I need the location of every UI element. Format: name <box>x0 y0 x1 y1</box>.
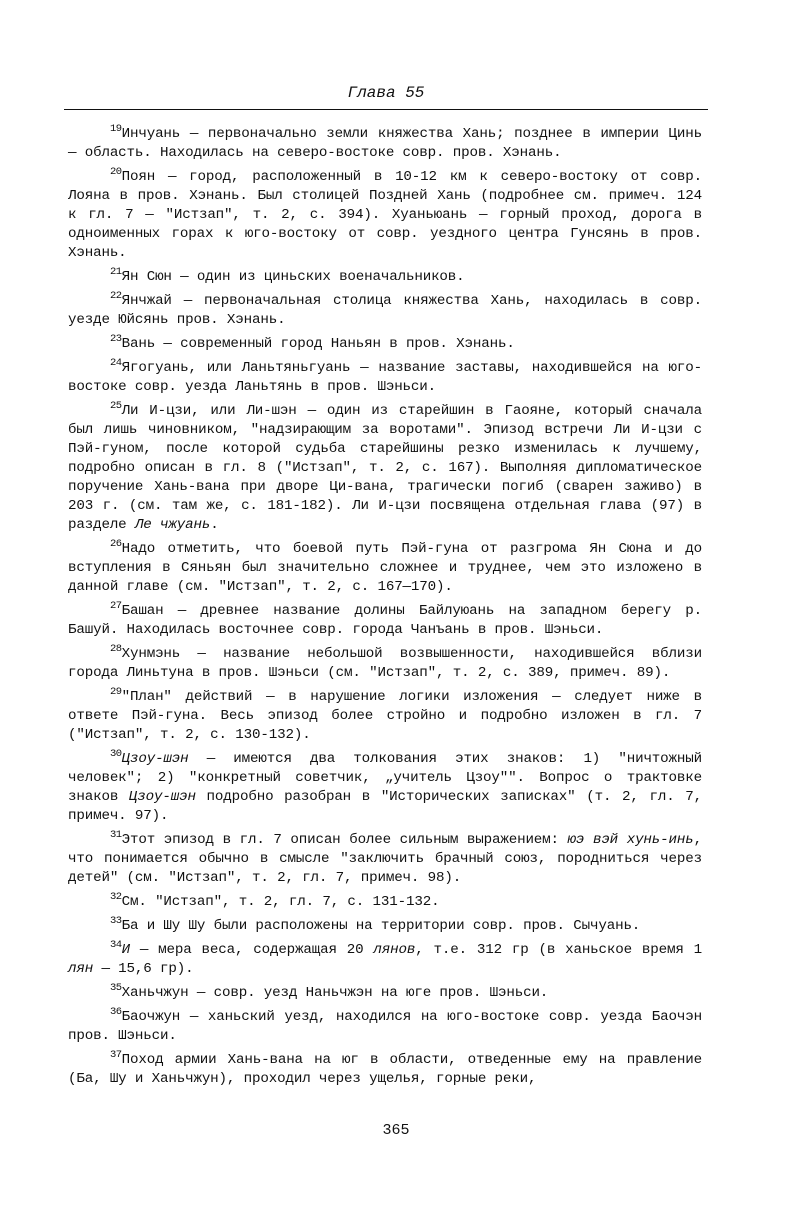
footnote-text: Вань — современный город Наньян в пров. Хэнань. <box>121 336 515 352</box>
footnote <box>68 640 702 683</box>
footnote-term: лян <box>68 961 94 977</box>
footnote-number: 28 <box>110 643 122 655</box>
footnote-number: 34 <box>110 939 122 951</box>
footnote-text: Ян Сюн — один из циньских военачальников. <box>121 269 465 285</box>
footnote-term: Цзоу-шэн <box>121 751 189 767</box>
footnote-term: Ле чжуань <box>134 517 211 533</box>
footnote-number: 35 <box>110 982 122 994</box>
footnote-text: — 15,6 гр). <box>93 961 194 977</box>
footnote-number: 24 <box>110 357 122 369</box>
footnote-text: Башан — древнее название долины Байлуюань на западном берегу р. Башуй. Находилась восточнее совр. города Чанъань в пров. Шэньси. <box>68 603 702 638</box>
footnote-number: 23 <box>110 333 122 345</box>
page-number: 365 <box>382 1122 410 1139</box>
footnote-text: Инчуань — первоначально земли княжества Хань; позднее в империи Цинь — область. Находилась на северо-востоке совр. пров. Хэнань. <box>68 126 702 161</box>
footnote-number: 25 <box>110 400 122 412</box>
footnote-term: Цзоу-шэн <box>128 789 196 805</box>
footnote-number: 36 <box>110 1006 122 1018</box>
footnote <box>68 683 702 745</box>
footnote <box>68 936 702 979</box>
footnote-text: См. "Истзап", т. 2, гл. 7, с. 131-132. <box>121 894 440 910</box>
footnote <box>68 745 702 826</box>
footnote-number: 30 <box>110 748 122 760</box>
footnote-number: 20 <box>110 166 122 178</box>
footnote-text: Хунмэнь — название небольшой возвышенности, находившейся вблизи города Линьтуна в пров. Шэньси (см. "Истзап", т. 2, с. 389, примеч. 89). <box>68 646 702 681</box>
footnote-number: 27 <box>110 600 122 612</box>
footnote <box>68 888 702 912</box>
footnote <box>68 979 702 1003</box>
footnote <box>68 354 702 397</box>
footnote-number: 29 <box>110 686 122 698</box>
footnote-text: Ханьчжун — совр. уезд Наньчжэн на юге пров. Шэньси. <box>121 985 549 1001</box>
footnote-text: — мера веса, содержащая 20 <box>129 942 374 958</box>
running-header: Глава 55 <box>347 84 425 102</box>
footnote-number: 26 <box>110 538 122 550</box>
footnote-term: И <box>121 942 130 958</box>
footnote <box>68 263 702 287</box>
footnote-text: подробно разобран в "Исторических записках" (т. 2, гл. 7, примеч. 97). <box>68 789 702 824</box>
footnote-text: Ягогуань, или Ланьтяньгуань — название заставы, находившейся на юго-востоке совр. уезда Ланьтянь в пров. Шэньси. <box>68 360 702 395</box>
footnote <box>68 163 702 263</box>
footnote-text: . <box>210 517 219 533</box>
footnote-text: Этот эпизод в гл. 7 описан более сильным выражением: <box>121 832 568 848</box>
footnote <box>68 397 702 535</box>
footnote-number: 31 <box>110 829 122 841</box>
footnote-text: Янчжай — первоначальная столица княжества Хань, находилась в совр. уезде Юйсянь пров. Хэнань. <box>68 293 702 328</box>
footnote-number: 19 <box>110 123 122 135</box>
footnote <box>68 597 702 640</box>
footnote-number: 37 <box>110 1049 122 1061</box>
footnote <box>68 330 702 354</box>
footnote-term: юэ вэй хунь-инь <box>567 832 694 848</box>
footnote-text: Ли И-цзи, или Ли-шэн — один из старейшин в Гаояне, который сначала был лишь чиновником, "надзирающим за воротами". Эпизод встречи Ли И-цзи с Пэй-гуном, после которой судьба старейшины резко изменилась к лучшему, подробно описан в гл. 8 ("Истзап", т. 2, с. 167). Выполняя дипломатическое поручение Хань-вана при дворе Ци-вана, трагически погиб (сварен заживо) в 203 г. (см. там же, с. 181-182). Ли И-цзи посвящена отдельная глава (97) в разделе <box>68 403 702 533</box>
footnote <box>68 120 702 163</box>
footnote-text: Баочжун — ханьский уезд, находился на юго-востоке совр. уезда Баочэн пров. Шэньси. <box>68 1009 702 1044</box>
footnote-number: 32 <box>110 891 122 903</box>
footnote-text: Поход армии Хань-вана на юг в области, отведенные ему на правление (Ба, Шу и Ханьчжун), проходил через ущелья, горные реки, <box>68 1052 702 1087</box>
footnote <box>68 912 702 936</box>
footnote-number: 22 <box>110 290 122 302</box>
footnotes-list <box>68 120 702 1089</box>
footnote-text: "План" действий — в нарушение логики изложения — следует ниже в ответе Пэй-гуна. Весь эпизод более стройно и подробно изложен в гл. 7 ("Истзап", т. 2, с. 130-132). <box>68 689 702 743</box>
footnote <box>68 535 702 597</box>
footnote-text: , что понимается обычно в смысле "заключить брачный союз, породниться через детей" (см. "Истзап", т. 2, гл. 7, примеч. 98). <box>68 832 702 886</box>
footnote-number: 33 <box>110 915 122 927</box>
header-rule <box>64 109 708 110</box>
footnote-term: лянов <box>373 942 416 958</box>
footnote <box>68 826 702 888</box>
footnote-text: , т.е. 312 гр (в ханьское время 1 <box>415 942 702 958</box>
footnote <box>68 287 702 330</box>
footnote <box>68 1046 702 1089</box>
footnote <box>68 1003 702 1046</box>
footnote-text: — имеются два толкования этих знаков: 1) "ничтожный человек"; 2) "конкретный советчик, „учитель Цзоу"". Вопрос о трактовке знаков <box>68 751 702 805</box>
footnote-text: Поян — город, расположенный в 10-12 км к северо-востоку от совр. Лояна в пров. Хэнань. Был столицей Поздней Хань (подробнее см. примеч. 124 к гл. 7 — "Истзап", т. 2, с. 394). Хуаньюань — горный проход, дорога в одноименных горах к юго-востоку от совр. уездного центра Гунсянь в пров. Хэнань. <box>68 169 702 261</box>
footnote-text: Ба и Шу Шу были расположены на территории совр. пров. Сычуань. <box>121 918 641 934</box>
footnote-text: Надо отметить, что боевой путь Пэй-гуна от разгрома Ян Сюна и до вступления в Сяньян был значительно сложнее и труднее, чем это изложено в данной главе (см. "Истзап", т. 2, с. 167—170). <box>68 541 702 595</box>
footnote-number: 21 <box>110 266 122 278</box>
